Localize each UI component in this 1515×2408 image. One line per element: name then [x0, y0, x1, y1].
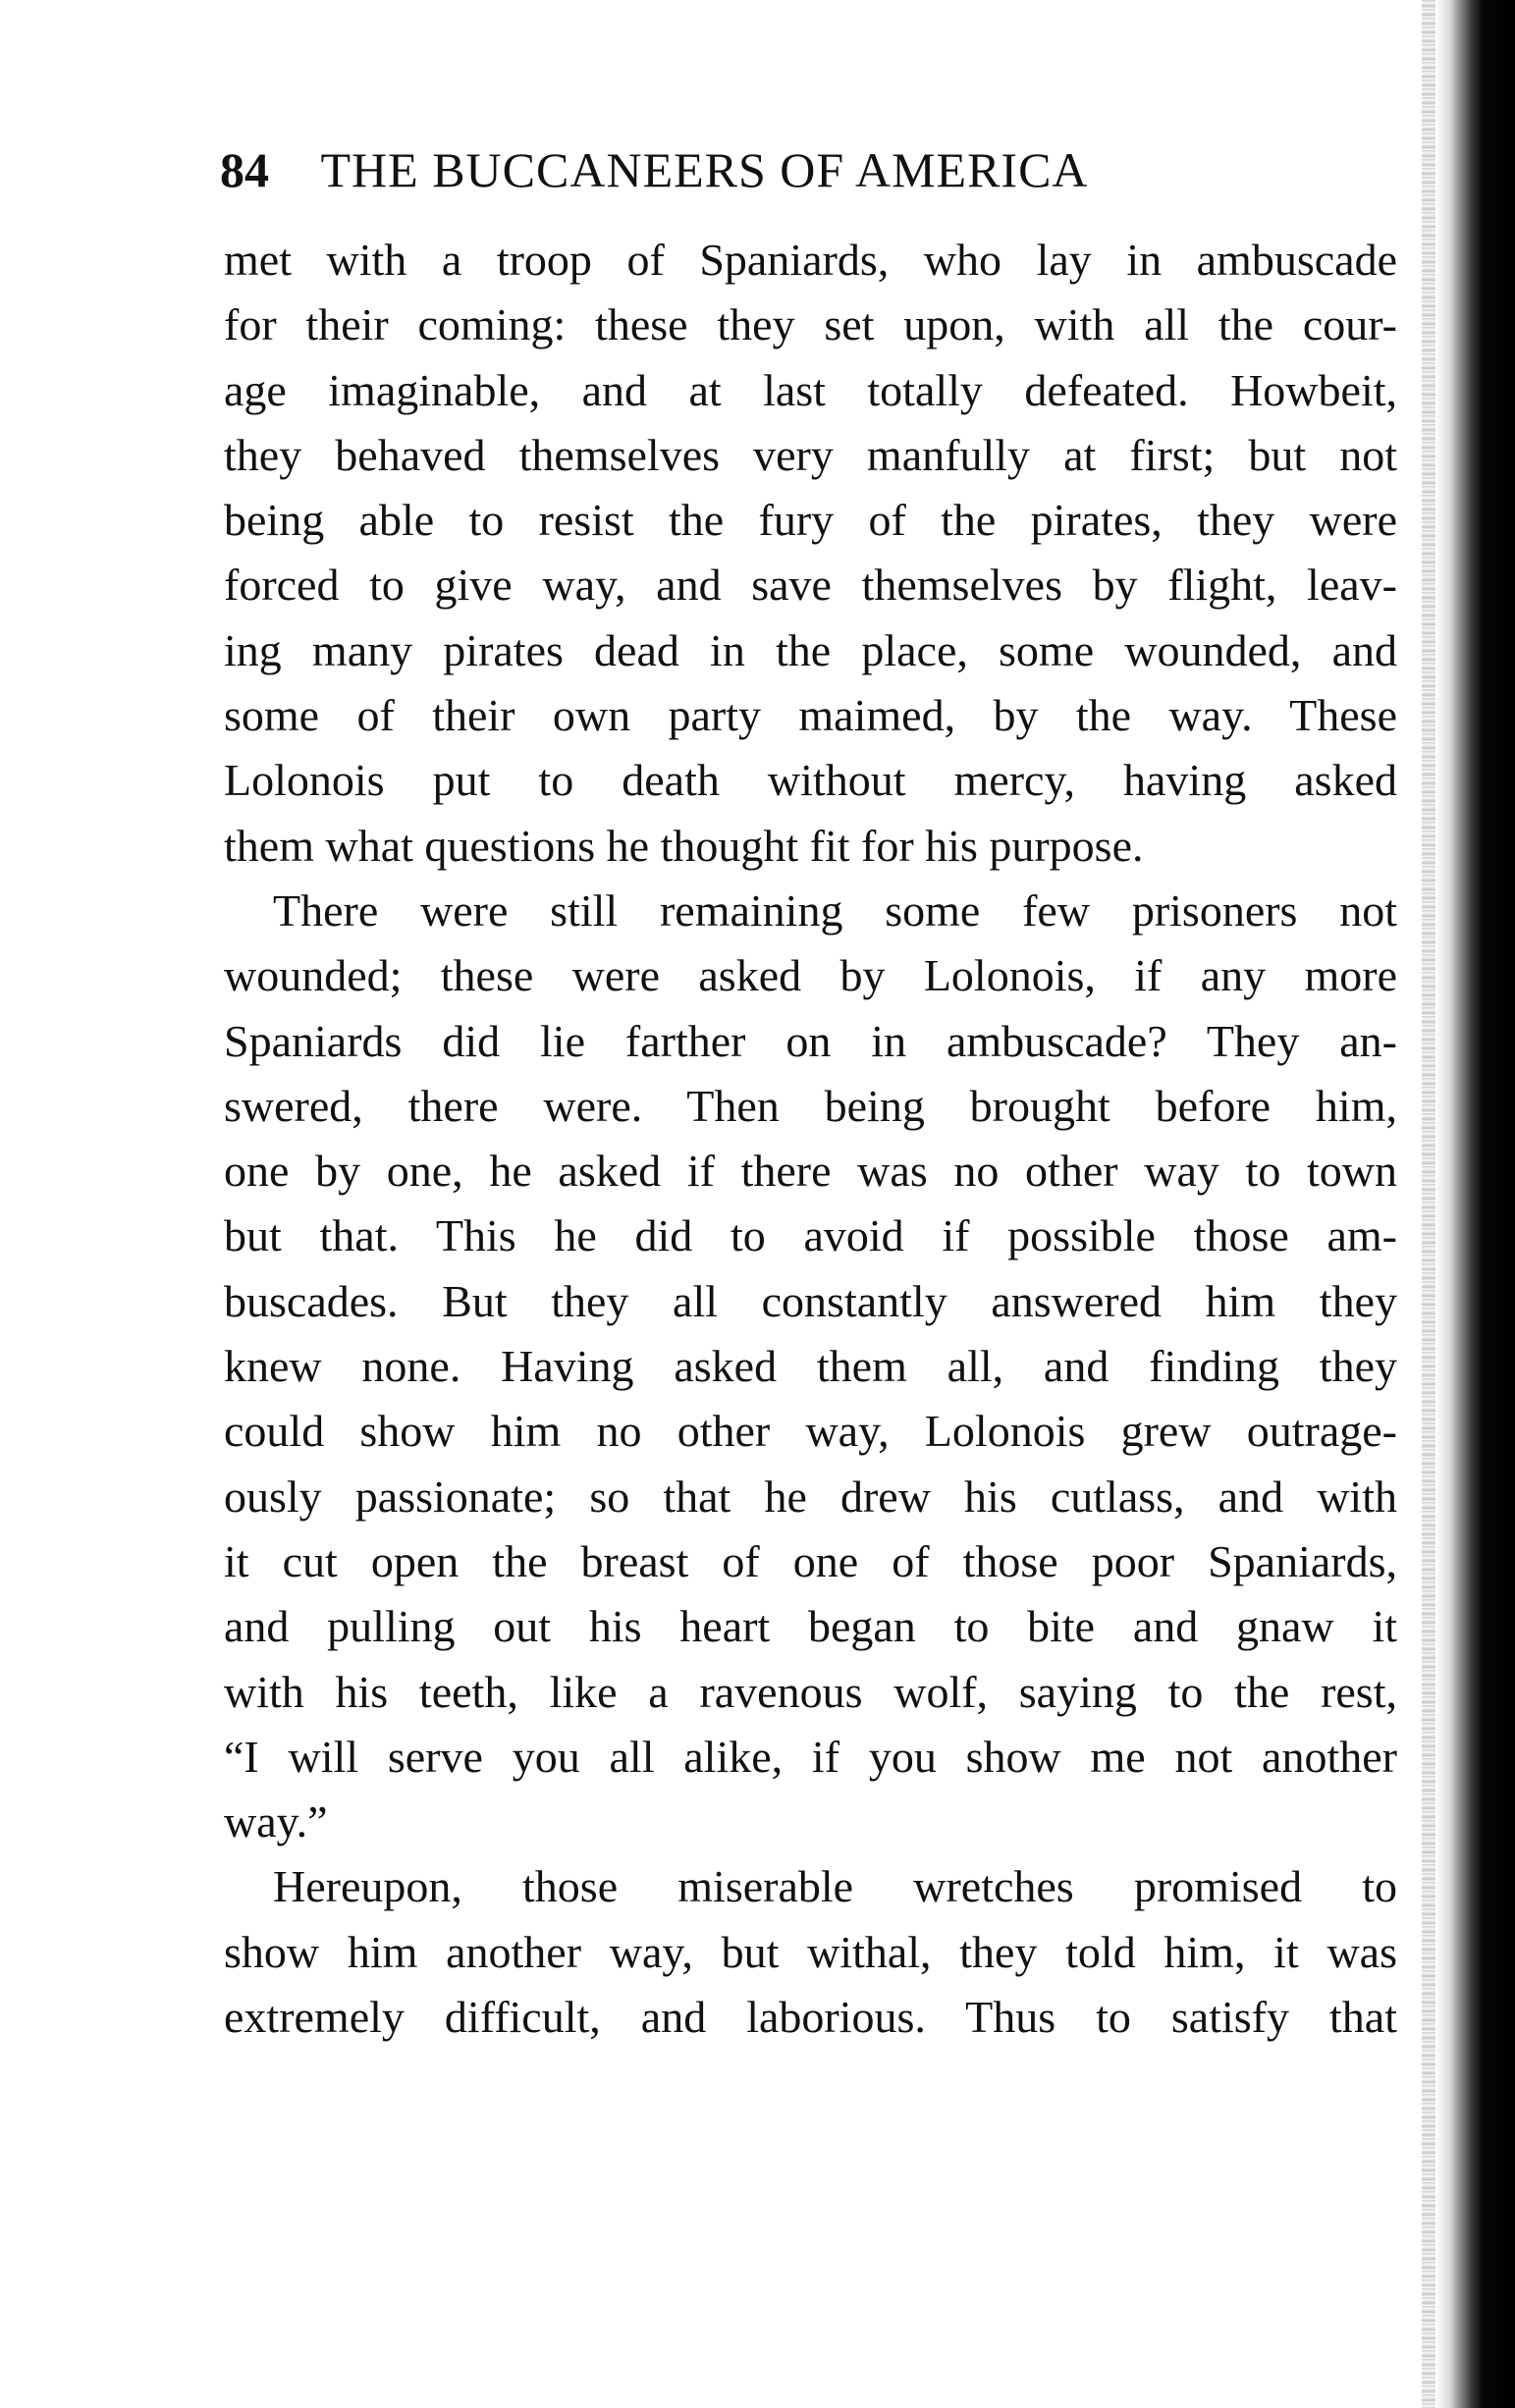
- text-line: one by one, he asked if there was no other way to town: [224, 1146, 1397, 1197]
- text-line: being able to resist the fury of the pirates, they were: [224, 495, 1397, 546]
- text-line: could show him no other way, Lolonois grew outrage-: [224, 1406, 1397, 1457]
- text-line: ously passionate; so that he drew his cutlass, and with: [224, 1471, 1397, 1522]
- text-line: buscades. But they all constantly answered him they: [224, 1275, 1397, 1326]
- text-line: Hereupon, those miserable wretches promised to: [273, 1861, 1397, 1912]
- text-line: and pulling out his heart began to bite and gnaw it: [224, 1601, 1397, 1652]
- text-line: There were still remaining some few prisoners not: [273, 884, 1397, 936]
- running-title: THE BUCCANEERS OF AMERICA: [320, 142, 1089, 197]
- text-line: Lolonois put to death without mercy, having asked: [224, 755, 1397, 806]
- binding-edge: [1435, 0, 1515, 2408]
- text-line: way.”: [224, 1796, 328, 1847]
- text-line: show him another way, but withal, they told him, it was: [224, 1926, 1397, 1977]
- text-line: some of their own party maimed, by the way. These: [224, 690, 1397, 741]
- text-line: extremely difficult, and laborious. Thus to satisfy that: [224, 1992, 1397, 2043]
- text-line: it cut open the breast of one of those poor Spaniards,: [224, 1535, 1397, 1586]
- text-line: ing many pirates dead in the place, some wounded, and: [224, 624, 1397, 675]
- text-line: they behaved themselves very manfully at first; but not: [224, 429, 1397, 480]
- text-line: forced to give way, and save themselves by flight, leav-: [224, 560, 1397, 611]
- text-line: met with a troop of Spaniards, who lay in ambuscade: [224, 235, 1397, 285]
- text-line: with his teeth, like a ravenous wolf, saying to the rest,: [224, 1666, 1397, 1717]
- text-line: them what questions he thought fit for his purpose.: [224, 820, 1144, 871]
- text-line: swered, there were. Then being brought before him,: [224, 1080, 1397, 1131]
- page-number: 84: [220, 142, 269, 197]
- text-line: knew none. Having asked them all, and finding they: [224, 1341, 1397, 1392]
- running-header: [220, 126, 1300, 214]
- text-line: for their coming: these they set upon, with all the cour-: [224, 299, 1397, 350]
- text-line: age imaginable, and at last totally defeated. Howbeit,: [224, 364, 1397, 415]
- text-line: but that. This he did to avoid if possible those am-: [224, 1210, 1397, 1261]
- text-line: wounded; these were asked by Lolonois, if any more: [224, 950, 1397, 1001]
- body-text: [224, 228, 1397, 2050]
- text-line: Spaniards did lie farther on in ambuscade? They an-: [224, 1015, 1397, 1066]
- text-line: “I will serve you all alike, if you show me not another: [224, 1731, 1397, 1782]
